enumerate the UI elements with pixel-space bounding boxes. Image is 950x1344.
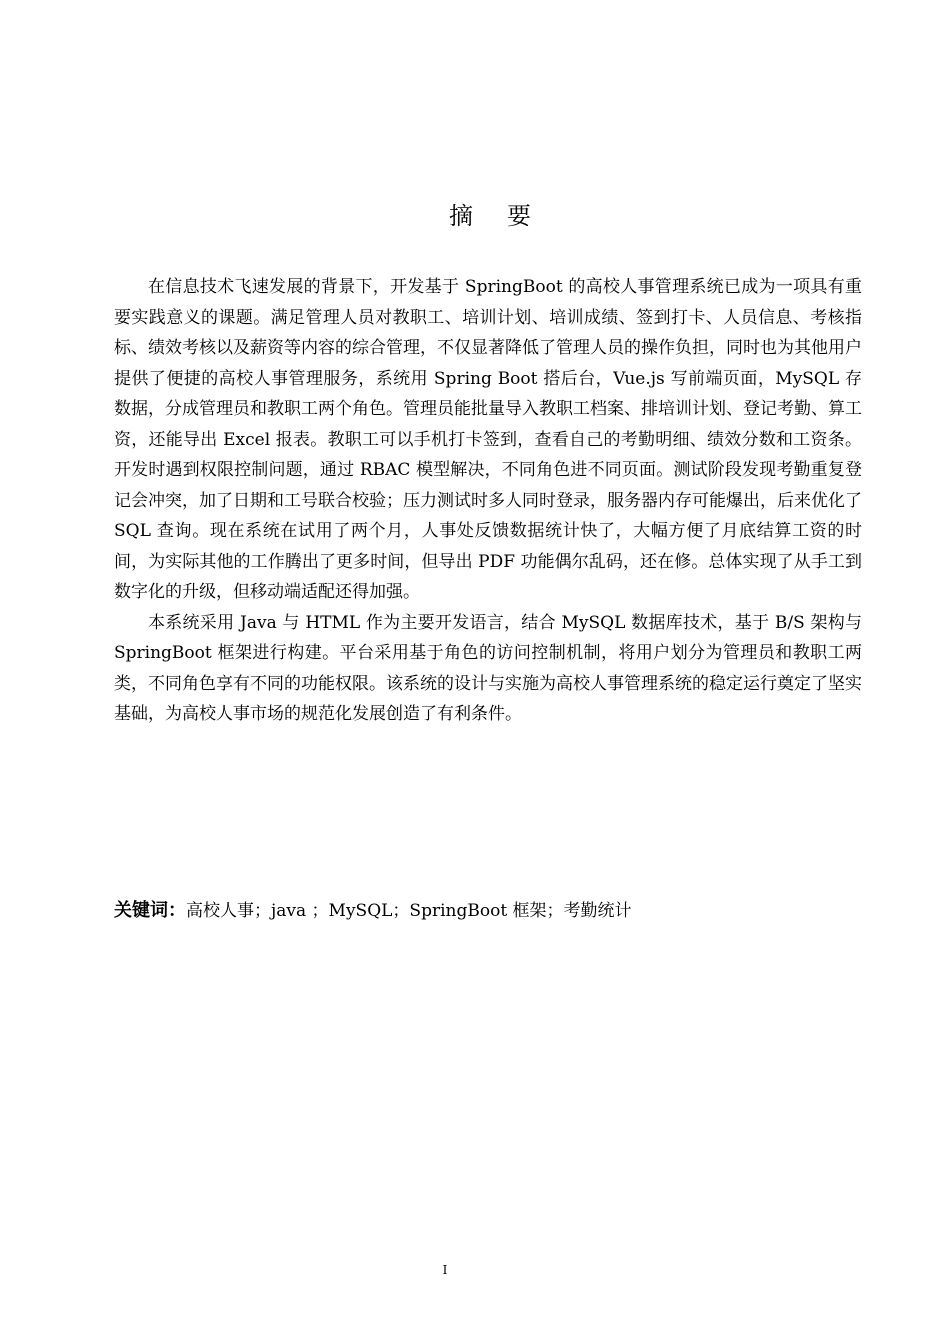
page-number: I (442, 1263, 448, 1277)
abstract-body (114, 272, 862, 730)
abstract-title: 摘要 (449, 202, 565, 230)
abstract-paragraph-1: 在信息技术飞速发展的背景下，开发基于 SpringBoot 的高校人事管理系统已成为一项具有重要实践意义的课题。满足管理人员对教职工、培训计划、培训成绩、签到打卡、人员信息、考核指标、绩效考核以及薪资等内容的综合管理，不仅显著降低了管理人员的操作负担，同时也为其他用户提供了便捷的高校人事管理服务，系统用 Spring Boot 搭后台，Vue.js 写前端页面，MySQL 存数据，分成管理员和教职工两个角色。管理员能批量导入教职工档案、排培训计划、登记考勤、算工资，还能导出 Excel 报表。教职工可以手机打卡签到，查看自己的考勤明细、绩效分数和工资条。开发时遇到权限控制问题，通过 RBAC 模型解决，不同角色进不同页面。测试阶段发现考勤重复登记会冲突，加了日期和工号联合校验；压力测试时多人同时登录，服务器内存可能爆出，后来优化了 SQL 查询。现在系统在试用了两个月，人事处反馈数据统计快了，大幅方便了月底结算工资的时间，为实际其他的工作腾出了更多时间，但导出 PDF 功能偶尔乱码，还在修。总体实现了从手工到数字化的升级，但移动端适配还得加强。 (114, 277, 862, 602)
keywords-text: 高校人事；java ；MySQL；SpringBoot 框架；考勤统计 (186, 901, 632, 921)
abstract-paragraph-2: 本系统采用 Java 与 HTML 作为主要开发语言，结合 MySQL 数据库技术，基于 B/S 架构与 SpringBoot 框架进行构建。平台采用基于角色的访问控制机制，将用户划分为管理员和教职工两类，不同角色享有不同的功能权限。该系统的设计与实施为高校人事管理系统的稳定运行奠定了坚实基础，为高校人事市场的规范化发展创造了有利条件。 (114, 612, 862, 724)
keywords-label: 关键词： (114, 900, 186, 921)
keywords-line (114, 896, 862, 926)
